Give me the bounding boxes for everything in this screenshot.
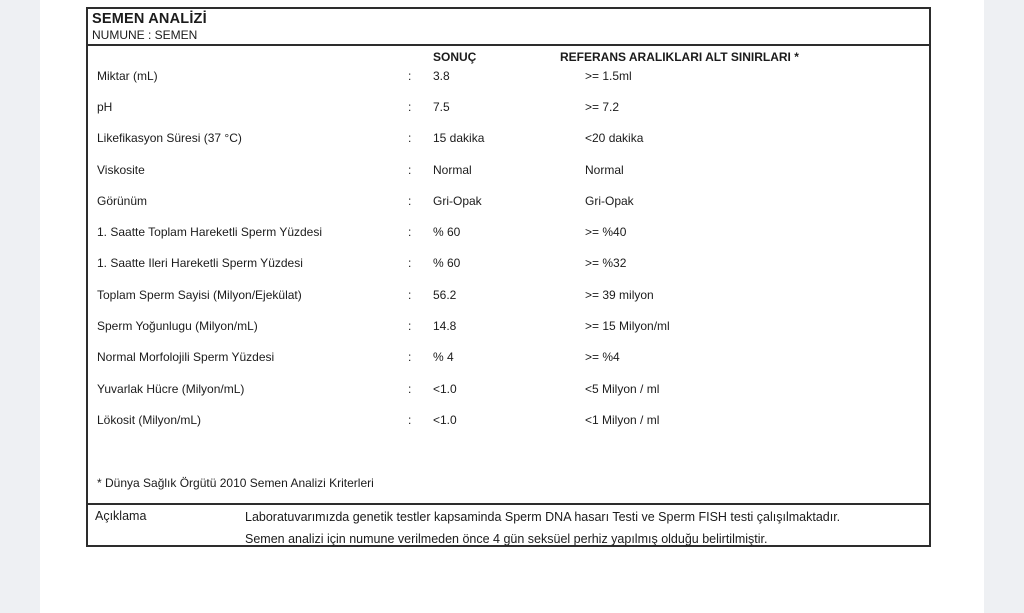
table-row — [88, 404, 929, 435]
table-row — [88, 279, 929, 310]
specimen-subtitle: NUMUNE : SEMEN — [92, 28, 198, 42]
explanation-text — [245, 505, 929, 545]
reference-value: >= %40 — [585, 225, 627, 240]
results-table — [88, 46, 929, 503]
result-value: 56.2 — [433, 287, 457, 302]
report-title: SEMEN ANALİZİ — [92, 11, 207, 27]
result-value: % 60 — [433, 225, 461, 240]
parameter-label: Sperm Yoğunlugu (Milyon/mL) — [97, 319, 258, 334]
colon-separator: : — [408, 131, 412, 146]
colon-separator: : — [408, 193, 412, 208]
explanation-line: Semen analizi için numune verilmeden önce 4 gün seksüel perhiz yapılmış olduğu belirtilmiştir. — [245, 532, 768, 546]
table-row — [88, 216, 929, 247]
colon-separator: : — [408, 319, 412, 334]
result-value: % 4 — [433, 350, 454, 365]
result-value: 15 dakika — [433, 131, 485, 146]
parameter-label: 1. Saatte Toplam Hareketli Sperm Yüzdesi — [97, 225, 323, 240]
parameter-label: Normal Morfolojili Sperm Yüzdesi — [97, 350, 275, 365]
reference-value: <1 Milyon / ml — [585, 412, 660, 427]
colon-separator: : — [408, 99, 412, 114]
result-value: <1.0 — [433, 412, 457, 427]
lab-report-box — [86, 7, 931, 547]
reference-value: >= %4 — [585, 350, 620, 365]
report-page — [40, 0, 984, 613]
reference-value: <5 Milyon / ml — [585, 381, 660, 396]
reference-value: >= 39 milyon — [585, 287, 654, 302]
explanation-line: Laboratuvarımızda genetik testler kapsaminda Sperm DNA hasarı Testi ve Sperm FISH testi çalışılmaktadır. — [245, 510, 841, 524]
reference-value: <20 dakika — [585, 131, 644, 146]
table-row — [88, 185, 929, 216]
result-value: % 60 — [433, 256, 461, 271]
result-value: 14.8 — [433, 319, 457, 334]
explanation-label: Açıklama — [95, 509, 147, 523]
table-row — [88, 91, 929, 122]
results-rows — [88, 60, 929, 436]
parameter-label: Likefikasyon Süresi (37 °C) — [97, 131, 242, 146]
parameter-label: Görünüm — [97, 193, 148, 208]
colon-separator: : — [408, 381, 412, 396]
table-row — [88, 342, 929, 373]
parameter-label: Toplam Sperm Sayisi (Milyon/Ejekülat) — [97, 287, 302, 302]
explanation-section — [88, 503, 929, 545]
table-row — [88, 310, 929, 341]
colon-separator: : — [408, 68, 412, 83]
colon-separator: : — [408, 162, 412, 177]
parameter-label: pH — [97, 99, 113, 114]
reference-value: >= 1.5ml — [585, 68, 632, 83]
result-value: Normal — [433, 162, 472, 177]
column-header-reference: REFERANS ARALIKLARI ALT SINIRLARI * — [560, 50, 799, 64]
parameter-label: Yuvarlak Hücre (Milyon/mL) — [97, 381, 245, 396]
result-value: <1.0 — [433, 381, 457, 396]
reference-value: >= 15 Milyon/ml — [585, 319, 670, 334]
parameter-label: Lökosit (Milyon/mL) — [97, 412, 202, 427]
colon-separator: : — [408, 412, 412, 427]
table-row — [88, 373, 929, 404]
table-row — [88, 154, 929, 185]
colon-separator: : — [408, 256, 412, 271]
parameter-label: 1. Saatte Ileri Hareketli Sperm Yüzdesi — [97, 256, 303, 271]
colon-separator: : — [408, 287, 412, 302]
result-value: 7.5 — [433, 99, 450, 114]
result-value: Gri-Opak — [433, 193, 482, 208]
column-header-result: SONUÇ — [433, 50, 477, 64]
reference-value: Gri-Opak — [585, 193, 634, 208]
parameter-label: Viskosite — [97, 162, 145, 177]
table-row — [88, 60, 929, 91]
report-header — [88, 9, 929, 46]
colon-separator: : — [408, 350, 412, 365]
reference-value: Normal — [585, 162, 624, 177]
reference-value: >= %32 — [585, 256, 627, 271]
who-criteria-footnote: * Dünya Sağlık Örgütü 2010 Semen Analizi Kriterleri — [97, 476, 374, 490]
table-row — [88, 248, 929, 279]
table-row — [88, 123, 929, 154]
reference-value: >= 7.2 — [585, 99, 620, 114]
parameter-label: Miktar (mL) — [97, 68, 158, 83]
result-value: 3.8 — [433, 68, 450, 83]
colon-separator: : — [408, 225, 412, 240]
